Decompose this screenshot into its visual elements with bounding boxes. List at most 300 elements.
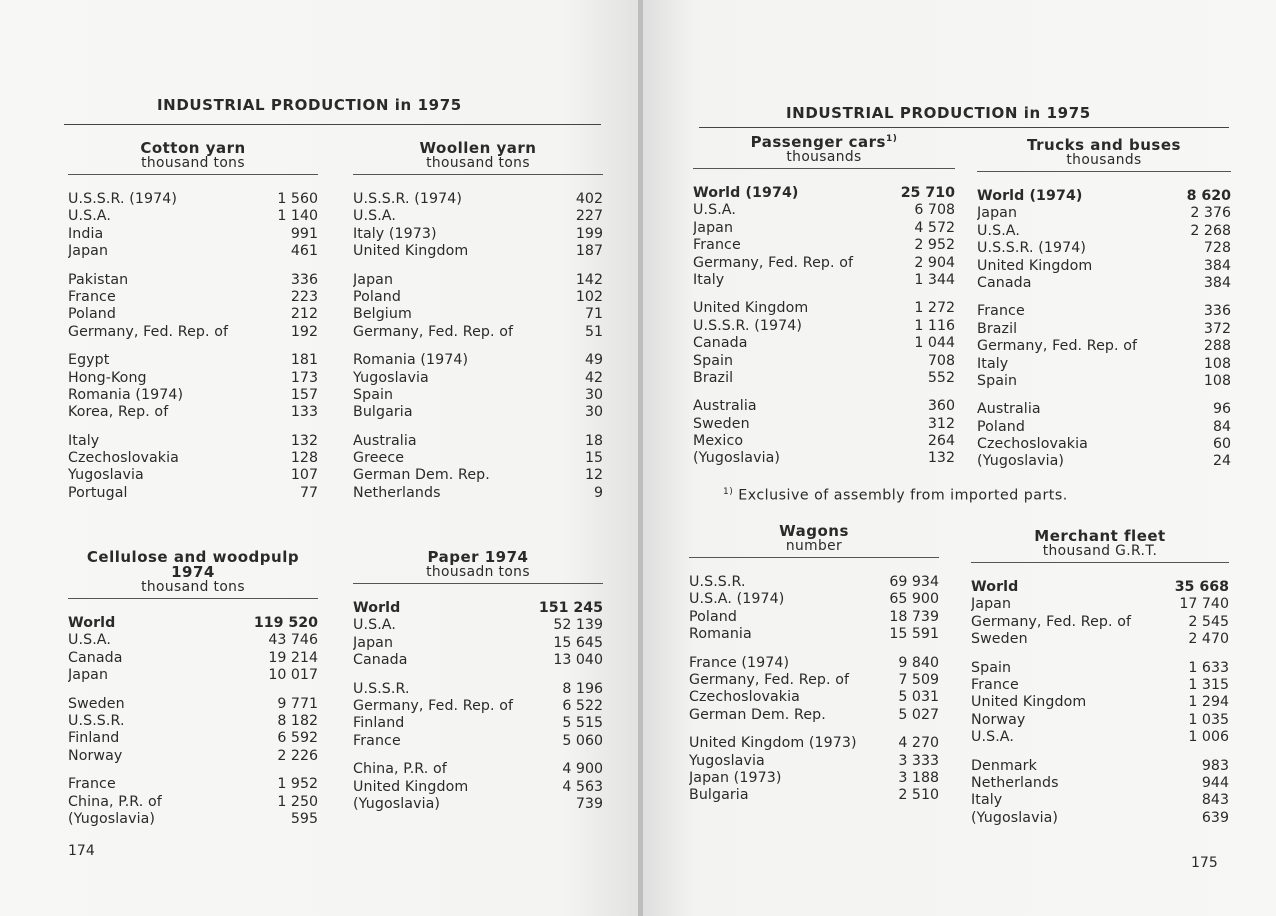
- country-name: United Kingdom: [353, 778, 469, 795]
- table-row: [353, 733, 603, 750]
- country-name: Italy: [68, 432, 100, 449]
- country-name: Italy (1973): [353, 225, 437, 242]
- country-name: Denmark: [971, 757, 1037, 774]
- country-name: U.S.S.R.: [689, 574, 746, 590]
- production-value: 336: [290, 271, 318, 288]
- production-value: 983: [1201, 757, 1229, 774]
- left-title-rule: [64, 124, 601, 125]
- country-name: U.S.A.: [68, 208, 111, 225]
- country-name: World (1974): [977, 188, 1083, 204]
- table-row: [693, 433, 955, 450]
- table-row: [68, 272, 318, 289]
- country-name: Poland: [68, 306, 116, 323]
- table-row: [693, 353, 955, 370]
- production-value: 192: [290, 323, 318, 340]
- table-header: [689, 524, 939, 558]
- production-value: 107: [290, 467, 318, 484]
- production-value: 2 904: [914, 254, 955, 271]
- production-value: 52 139: [553, 617, 603, 634]
- country-name: U.S.A.: [353, 208, 396, 225]
- country-name: Japan: [977, 205, 1018, 222]
- production-value: 173: [290, 369, 318, 386]
- table-row: [68, 696, 318, 713]
- table-row: [353, 208, 603, 225]
- table-unit: number: [785, 538, 843, 554]
- table-header: [353, 141, 603, 175]
- group-gap: [353, 750, 603, 761]
- production-value: 4 563: [562, 778, 603, 795]
- table-row: [977, 223, 1231, 240]
- country-name: Italy: [977, 355, 1009, 372]
- right-page: [643, 0, 1276, 916]
- table-row: [689, 753, 939, 770]
- country-name: Yugoslavia: [689, 752, 765, 769]
- country-name: Bulgaria: [689, 787, 749, 804]
- table-row: [971, 677, 1229, 694]
- country-name: (Yugoslavia): [977, 453, 1065, 470]
- production-value: 9 840: [898, 654, 939, 671]
- table-row: [977, 303, 1231, 320]
- table-unit: thousand tons: [141, 155, 245, 171]
- country-name: United Kingdom: [353, 243, 469, 260]
- country-name: Germany, Fed. Rep. of: [977, 338, 1138, 355]
- table-title: Trucks and buses: [1027, 136, 1181, 154]
- country-name: Germany, Fed. Rep. of: [689, 671, 850, 688]
- table-row: [977, 401, 1231, 418]
- table-row: [977, 338, 1231, 355]
- group-gap: [689, 644, 939, 655]
- country-name: Norway: [971, 711, 1026, 728]
- production-value: 51: [584, 323, 603, 340]
- table-row: [68, 776, 318, 793]
- table-row: [971, 596, 1229, 613]
- group-gap: [353, 261, 603, 272]
- country-name: France: [68, 288, 116, 305]
- group-gap: [977, 292, 1231, 303]
- table-row: [971, 810, 1229, 827]
- production-value: 336: [1203, 303, 1231, 320]
- country-name: Korea, Rep. of: [68, 404, 169, 421]
- country-name: Hong-Kong: [68, 369, 147, 386]
- table-unit: thousands: [786, 149, 862, 165]
- footnote-text: Exclusive of assembly from imported parts.: [738, 487, 1068, 504]
- group-gap: [977, 390, 1231, 401]
- production-value: 133: [290, 404, 318, 421]
- country-name: Japan: [353, 271, 394, 288]
- production-value: 2 376: [1190, 205, 1231, 222]
- trucks-buses-table: [977, 138, 1231, 471]
- table-row: [68, 450, 318, 467]
- table-row: [353, 761, 603, 778]
- country-name: Italy: [971, 792, 1003, 809]
- production-value: 1 272: [914, 300, 955, 317]
- table-row: [689, 591, 939, 608]
- table-row: [689, 655, 939, 672]
- country-name: World: [68, 615, 116, 631]
- country-name: Japan: [68, 667, 109, 684]
- production-value: 181: [290, 352, 318, 369]
- table-row: [977, 436, 1231, 453]
- production-value: 212: [290, 306, 318, 323]
- group-gap: [68, 341, 318, 352]
- production-value: 264: [927, 433, 955, 450]
- country-name: Germany, Fed. Rep. of: [353, 323, 514, 340]
- group-gap: [68, 685, 318, 696]
- table-header: [693, 132, 955, 169]
- table-row: [689, 689, 939, 706]
- country-name: U.S.S.R. (1974): [977, 240, 1086, 257]
- table-row: [693, 237, 955, 254]
- country-name: Romania (1974): [68, 386, 184, 403]
- table-row: [689, 626, 939, 643]
- production-value: 552: [927, 369, 955, 386]
- production-value: 15: [584, 450, 603, 467]
- production-value: 1 294: [1188, 694, 1229, 711]
- country-name: Finland: [68, 730, 120, 747]
- right-title-rule: [699, 127, 1229, 128]
- table-row: [353, 467, 603, 484]
- group-gap: [353, 670, 603, 681]
- country-name: (Yugoslavia): [68, 810, 156, 827]
- production-value: 384: [1203, 257, 1231, 274]
- production-value: 9 771: [277, 695, 318, 712]
- table-title: Cotton yarn: [140, 139, 246, 157]
- world-total-row: [353, 600, 603, 617]
- country-name: German Dem. Rep.: [689, 706, 826, 723]
- production-value: 199: [575, 225, 603, 242]
- table-row: [353, 324, 603, 341]
- country-name: United Kingdom: [977, 257, 1093, 274]
- production-value: 25 710: [900, 185, 955, 201]
- table-row: [689, 770, 939, 787]
- group-gap: [353, 341, 603, 352]
- world-total-row: [977, 188, 1231, 205]
- production-value: 5 060: [562, 732, 603, 749]
- country-name: Bulgaria: [353, 404, 413, 421]
- country-name: Italy: [693, 271, 725, 288]
- title-footnote-marker: 1): [885, 134, 898, 144]
- table-row: [68, 713, 318, 730]
- production-value: 142: [575, 271, 603, 288]
- table-row: [353, 226, 603, 243]
- table-row: [353, 779, 603, 796]
- production-value: 1 006: [1188, 729, 1229, 746]
- country-name: Netherlands: [971, 774, 1059, 791]
- country-name: Japan: [971, 596, 1012, 613]
- world-total-row: [693, 185, 955, 202]
- production-value: 312: [927, 415, 955, 432]
- country-name: World: [971, 579, 1019, 595]
- production-value: 8 620: [1186, 188, 1231, 204]
- right-page-title: INDUSTRIAL PRODUCTION in 1975: [786, 104, 1091, 122]
- production-value: 288: [1203, 338, 1231, 355]
- production-value: 10 017: [268, 667, 318, 684]
- country-name: Romania (1974): [353, 352, 469, 369]
- country-name: World: [353, 600, 401, 616]
- table-row: [353, 715, 603, 732]
- production-value: 8 196: [562, 680, 603, 697]
- table-row: [977, 258, 1231, 275]
- table-row: [353, 635, 603, 652]
- production-value: 1 035: [1188, 711, 1229, 728]
- production-value: 69 934: [889, 574, 939, 590]
- country-name: Mexico: [693, 433, 744, 450]
- merchant-fleet-table: [971, 529, 1229, 827]
- production-value: 9: [593, 484, 603, 501]
- production-value: 223: [290, 288, 318, 305]
- country-name: Pakistan: [68, 271, 129, 288]
- table-row: [68, 404, 318, 421]
- production-value: 187: [575, 243, 603, 260]
- country-name: United Kingdom: [971, 694, 1087, 711]
- country-name: Sweden: [971, 631, 1028, 648]
- table-row: [689, 609, 939, 626]
- table-row: [68, 811, 318, 828]
- table-row: [68, 467, 318, 484]
- table-title: Cellulose and woodpulp 1974: [86, 548, 300, 581]
- country-name: United Kingdom (1973): [689, 735, 857, 752]
- group-gap: [353, 422, 603, 433]
- world-total-row: [971, 579, 1229, 596]
- cellulose-woodpulp-table: [68, 550, 318, 828]
- table-row: [353, 433, 603, 450]
- table-row: [971, 694, 1229, 711]
- table-row: [971, 614, 1229, 631]
- paper-table: [353, 550, 603, 813]
- production-value: 4 572: [914, 219, 955, 236]
- production-value: 119 520: [253, 615, 318, 631]
- table-row: [68, 433, 318, 450]
- production-value: 728: [1203, 240, 1231, 257]
- country-name: U.S.S.R.: [353, 680, 410, 697]
- table-row: [353, 272, 603, 289]
- country-name: Finland: [353, 715, 405, 732]
- production-value: 43 746: [268, 632, 318, 649]
- table-row: [693, 370, 955, 387]
- production-value: 77: [299, 484, 318, 501]
- country-name: Czechoslovakia: [689, 689, 800, 706]
- production-value: 19 214: [268, 649, 318, 666]
- production-value: 24: [1212, 453, 1231, 470]
- production-value: 71: [584, 306, 603, 323]
- table-row: [693, 416, 955, 433]
- production-value: 739: [575, 795, 603, 812]
- table-row: [971, 712, 1229, 729]
- country-name: Czechoslovakia: [977, 436, 1088, 453]
- country-name: U.S.S.R.: [68, 712, 125, 729]
- table-header: [353, 550, 603, 584]
- table-row: [693, 450, 955, 467]
- group-gap: [971, 649, 1229, 660]
- country-name: India: [68, 225, 104, 242]
- production-value: 30: [584, 404, 603, 421]
- production-value: 372: [1203, 320, 1231, 337]
- table-row: [68, 243, 318, 260]
- table-row: [977, 453, 1231, 470]
- country-name: Yugoslavia: [353, 369, 429, 386]
- table-row: [353, 352, 603, 369]
- country-name: Romania: [689, 626, 752, 643]
- production-value: 991: [290, 225, 318, 242]
- country-name: German Dem. Rep.: [353, 467, 490, 484]
- table-row: [68, 370, 318, 387]
- table-row: [353, 404, 603, 421]
- country-name: France: [971, 676, 1019, 693]
- table-title: Merchant fleet: [1034, 527, 1166, 545]
- table-row: [977, 275, 1231, 292]
- table-unit: thousands: [1066, 152, 1142, 168]
- country-name: U.S.S.R. (1974): [353, 191, 462, 207]
- production-value: 15 591: [889, 626, 939, 643]
- production-value: 96: [1212, 401, 1231, 418]
- table-row: [68, 748, 318, 765]
- table-row: [68, 387, 318, 404]
- country-name: U.S.S.R. (1974): [68, 191, 177, 207]
- table-row: [353, 652, 603, 669]
- group-gap: [68, 261, 318, 272]
- country-name: France (1974): [689, 654, 790, 671]
- group-gap: [68, 765, 318, 776]
- country-name: France: [68, 776, 116, 793]
- table-row: [68, 208, 318, 225]
- country-name: Poland: [977, 418, 1025, 435]
- production-value: 42: [584, 369, 603, 386]
- production-value: 15 645: [553, 634, 603, 651]
- country-name: Australia: [693, 398, 757, 415]
- table-header-rule: [353, 583, 603, 584]
- table-unit: thousadn tons: [426, 564, 530, 580]
- table-header: [977, 138, 1231, 172]
- table-unit: thousand tons: [426, 155, 530, 171]
- table-row: [693, 335, 955, 352]
- production-value: 1 560: [277, 191, 318, 207]
- production-value: 1 633: [1188, 659, 1229, 676]
- table-row: [689, 574, 939, 591]
- table-row: [68, 226, 318, 243]
- table-unit: thousand G.R.T.: [1042, 543, 1158, 559]
- table-title: Passenger cars$^{1)}$: [750, 133, 898, 151]
- table-row: [971, 660, 1229, 677]
- country-name: Yugoslavia: [68, 467, 144, 484]
- country-name: Poland: [353, 288, 401, 305]
- table-row: [68, 352, 318, 369]
- table-row: [971, 631, 1229, 648]
- production-value: 132: [927, 450, 955, 467]
- table-row: [977, 419, 1231, 436]
- production-value: 35 668: [1174, 579, 1229, 595]
- production-value: 7 509: [898, 671, 939, 688]
- production-value: 12: [584, 467, 603, 484]
- table-title: Woollen yarn: [419, 139, 537, 157]
- table-row: [977, 356, 1231, 373]
- table-row: [693, 318, 955, 335]
- country-name: Canada: [353, 652, 408, 669]
- table-row: [977, 321, 1231, 338]
- production-value: 108: [1203, 372, 1231, 389]
- table-row: [977, 205, 1231, 222]
- country-name: Belgium: [353, 306, 412, 323]
- table-row: [353, 387, 603, 404]
- country-name: Germany, Fed. Rep. of: [353, 697, 514, 714]
- table-header-rule: [689, 557, 939, 558]
- footnote-marker: 1): [723, 487, 734, 497]
- country-name: Greece: [353, 450, 405, 467]
- country-name: Portugal: [68, 484, 128, 501]
- production-value: 6 522: [562, 697, 603, 714]
- production-value: 227: [575, 208, 603, 225]
- table-row: [68, 485, 318, 502]
- table-header-rule: [977, 171, 1231, 172]
- page-number-left: 174: [68, 843, 95, 859]
- country-name: France: [977, 303, 1025, 320]
- country-name: U.S.A.: [971, 729, 1014, 746]
- production-value: 1 116: [914, 317, 955, 334]
- table-row: [353, 306, 603, 323]
- country-name: China, P.R. of: [353, 761, 447, 778]
- production-value: 1 315: [1188, 676, 1229, 693]
- table-header-rule: [693, 168, 955, 169]
- production-value: 30: [584, 386, 603, 403]
- country-name: U.S.S.R. (1974): [693, 317, 802, 334]
- production-value: 132: [290, 432, 318, 449]
- country-name: France: [353, 732, 401, 749]
- production-value: 2 226: [277, 747, 318, 764]
- table-row: [68, 289, 318, 306]
- country-name: Australia: [977, 401, 1041, 418]
- country-name: Netherlands: [353, 484, 441, 501]
- wagons-table: [689, 524, 939, 805]
- table-header-rule: [68, 174, 318, 175]
- footnote: [723, 487, 1068, 504]
- table-row: [689, 787, 939, 804]
- production-value: 4 900: [562, 761, 603, 778]
- country-name: U.S.A.: [353, 617, 396, 634]
- country-name: Brazil: [693, 369, 734, 386]
- production-value: 461: [290, 243, 318, 260]
- production-value: 108: [1203, 355, 1231, 372]
- country-name: Japan: [68, 243, 109, 260]
- country-name: Canada: [977, 274, 1032, 291]
- production-value: 18 739: [889, 608, 939, 625]
- production-value: 60: [1212, 436, 1231, 453]
- table-row: [693, 398, 955, 415]
- country-name: Spain: [971, 659, 1012, 676]
- country-name: U.S.A.: [68, 632, 111, 649]
- table-header-rule: [68, 598, 318, 599]
- country-name: Spain: [353, 386, 394, 403]
- table-row: [68, 667, 318, 684]
- table-row: [693, 202, 955, 219]
- table-row: [689, 672, 939, 689]
- table-row: [693, 255, 955, 272]
- country-name: Germany, Fed. Rep. of: [693, 254, 854, 271]
- table-row: [971, 792, 1229, 809]
- production-value: 2 952: [914, 237, 955, 254]
- country-name: Spain: [977, 372, 1018, 389]
- production-value: 4 270: [898, 735, 939, 752]
- country-name: (Yugoslavia): [353, 795, 441, 812]
- country-name: Australia: [353, 432, 417, 449]
- production-value: 2 470: [1188, 631, 1229, 648]
- production-value: 84: [1212, 418, 1231, 435]
- group-gap: [68, 422, 318, 433]
- country-name: China, P.R. of: [68, 793, 162, 810]
- table-row: [68, 324, 318, 341]
- country-name: Japan (1973): [689, 769, 782, 786]
- production-value: 1 344: [914, 271, 955, 288]
- production-value: 595: [290, 810, 318, 827]
- country-name: U.S.A.: [693, 202, 736, 219]
